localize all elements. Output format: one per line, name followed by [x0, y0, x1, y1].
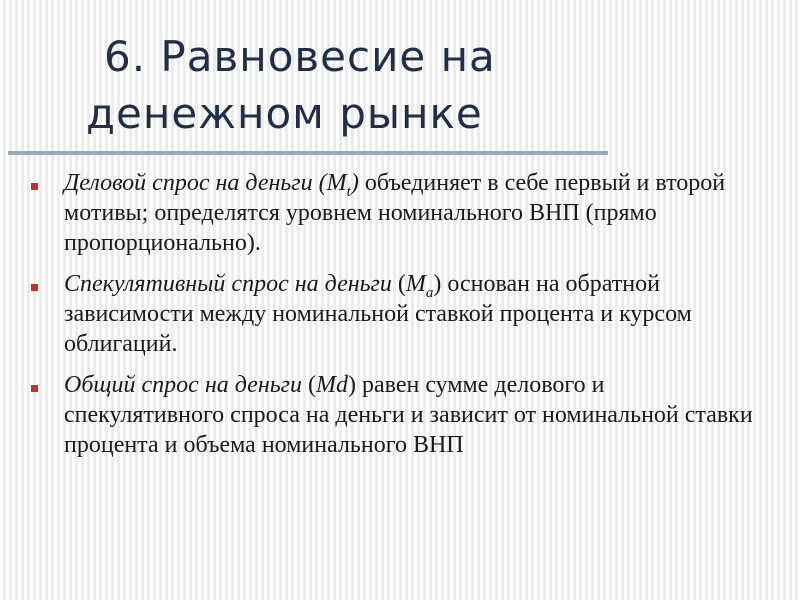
square-bullet-icon — [31, 284, 38, 291]
bullet-item-business-demand — [28, 168, 768, 258]
description: ) равен сумме делового и спекулятивного спроса на деньги и зависит от номинальной ставки процента и объема номинального ВНП — [64, 372, 753, 458]
bullet-item-speculative-demand — [28, 269, 768, 359]
bullet-item-total-demand — [28, 370, 768, 460]
paren-open: ( — [391, 271, 406, 297]
term-close: ) — [350, 170, 359, 196]
square-bullet-icon — [31, 183, 38, 190]
subscript: t — [346, 184, 351, 200]
slide-title — [86, 28, 766, 142]
description: ) основан на обратной зависимости между номинальной ставкой процента и курсом облигаций. — [64, 271, 692, 357]
paren-open: ( — [302, 372, 317, 398]
subscript: а — [425, 285, 434, 301]
square-bullet-icon — [31, 385, 38, 392]
bullet-list — [28, 168, 768, 471]
term: Деловой спрос на деньги (М — [64, 170, 347, 196]
term: Спекулятивный спрос на деньги — [64, 271, 392, 297]
slide-title-line-1: 6. Равновесие на — [104, 32, 496, 81]
slide-title-line-2: денежном рынке — [86, 89, 483, 138]
bullet-text — [64, 370, 768, 460]
title-divider — [8, 151, 608, 155]
term: Общий спрос на деньги — [64, 372, 303, 398]
description: объединяет в себе первый и второй мотивы; определятся уровнем номинального ВНП (прямо пропорционально). — [64, 170, 726, 256]
symbol: М — [405, 271, 426, 297]
bullet-text — [64, 168, 768, 258]
bullet-text — [64, 269, 768, 359]
symbol: Md — [316, 372, 349, 398]
